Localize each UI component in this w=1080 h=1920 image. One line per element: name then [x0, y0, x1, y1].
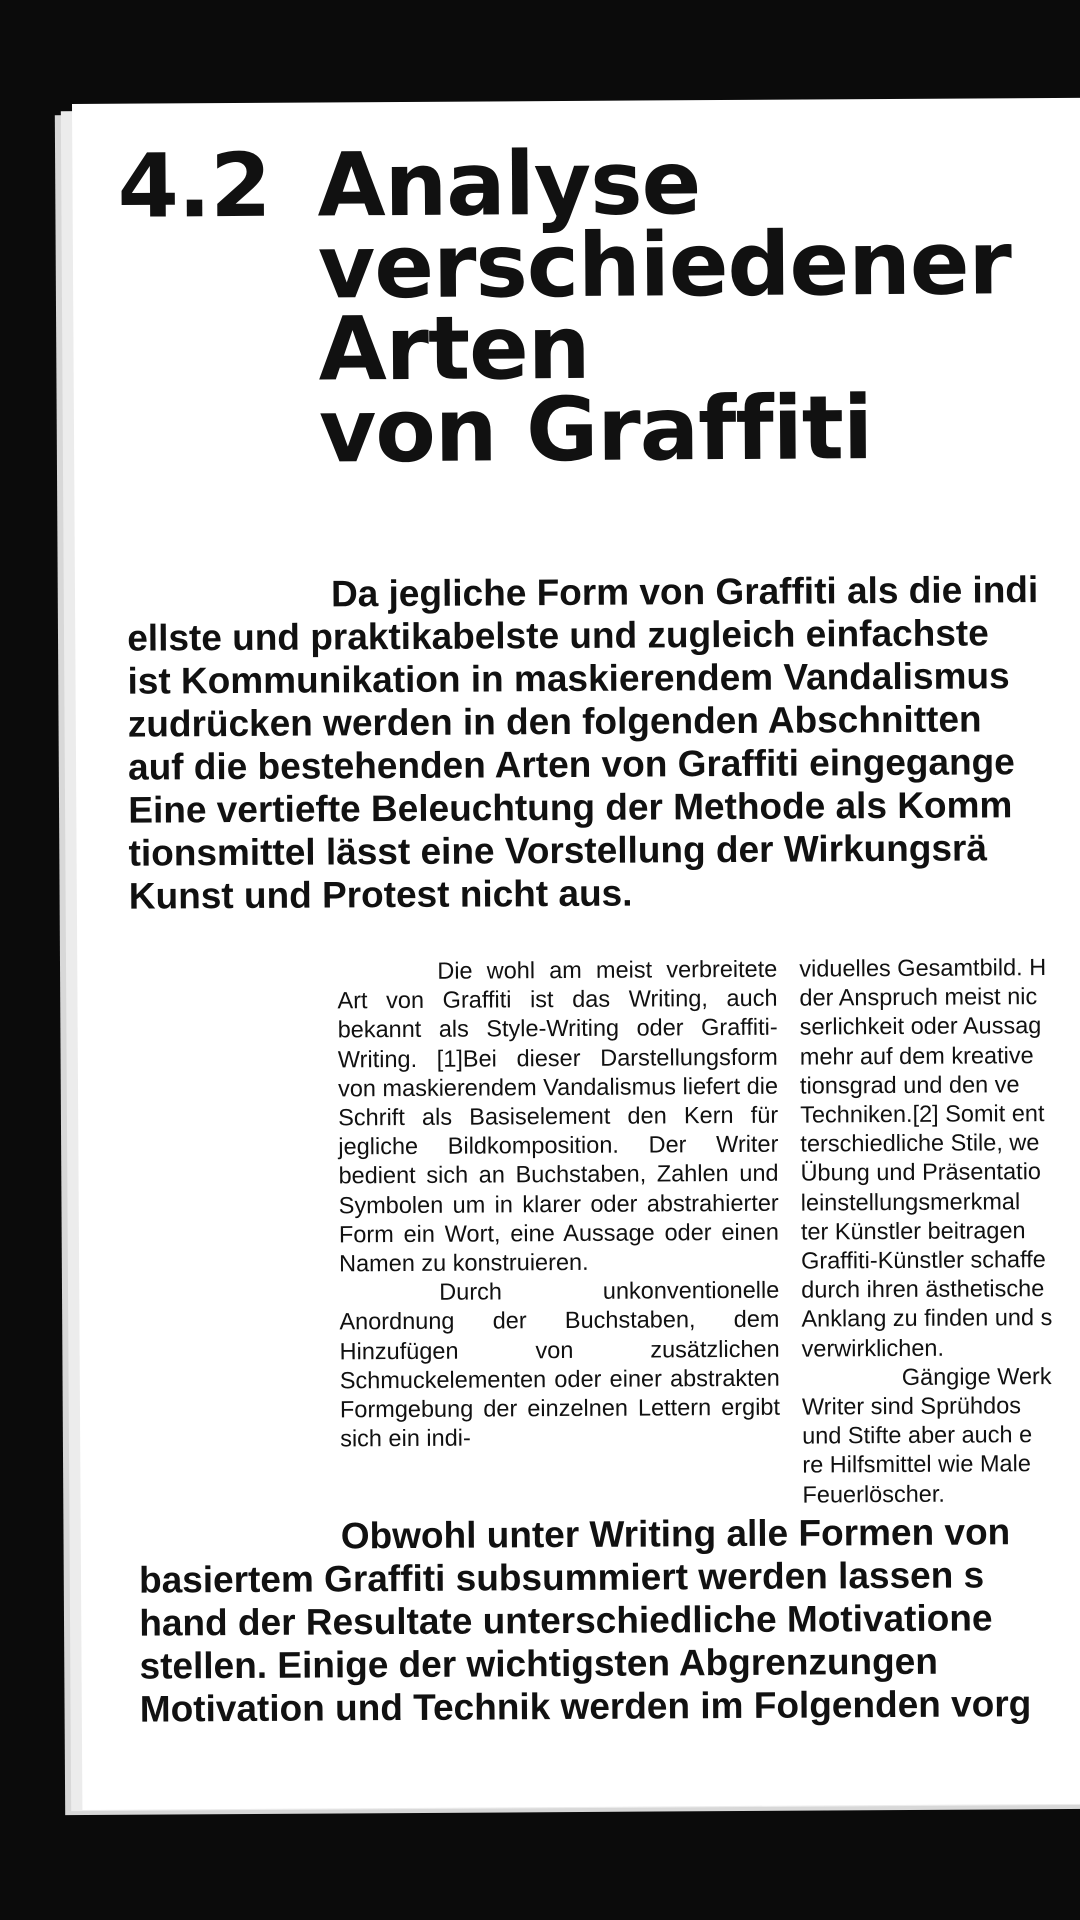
- outro-line: hand der Resultate unterschiedliche Motivatione: [139, 1597, 993, 1644]
- intro-line: ellste und praktikabelste und zugleich einfachste: [127, 612, 989, 659]
- document-page: [72, 98, 1080, 1810]
- column-line: viduelles Gesamtbild. H: [799, 954, 1047, 982]
- intro-line: Kunst und Protest nicht aus.: [128, 872, 633, 917]
- column-line: Techniken.[2] Somit ent: [800, 1100, 1045, 1128]
- column-line: und Stifte aber auch e: [802, 1421, 1033, 1449]
- section-title-line: von Graffiti: [318, 376, 873, 483]
- section-title-line: verschiedener: [317, 211, 1012, 319]
- column-line: terschiedliche Stile, we: [800, 1129, 1040, 1157]
- body-column-left: [337, 955, 780, 1454]
- column-line: tionsgrad und den ve: [799, 1071, 1020, 1099]
- column-line: Anklang zu finden und s: [801, 1304, 1053, 1333]
- intro-paragraph: [127, 568, 1080, 918]
- intro-line: ist Kommunikation in maskierendem Vandalismus: [127, 655, 1010, 702]
- column-line: Übung und Präsentatio: [800, 1158, 1042, 1186]
- column-line: Gängige Werk: [901, 1362, 1052, 1390]
- section-title-line: Analyse: [317, 131, 701, 237]
- column-line: serlichkeit oder Aussag: [799, 1012, 1042, 1040]
- body-column-right: [799, 952, 1080, 1510]
- outro-line: Obwohl unter Writing alle Formen von: [340, 1511, 1011, 1557]
- column-line: Feuerlöscher.: [802, 1480, 945, 1508]
- column-line: mehr auf dem kreative: [799, 1041, 1034, 1070]
- column-line: verwirklichen.: [801, 1334, 945, 1362]
- intro-line: zudrücken werden in den folgenden Abschnitten: [127, 698, 982, 745]
- body-paragraph: Durch unkonventionelle Anordnung der Buchstaben, dem Hinzufügen von zusätzlichen Schmuckelementen oder einer abstrakten Formgebung der einzelnen Lettern ergibt sich ein indi-: [339, 1276, 781, 1452]
- intro-line: Da jegliche Form von Graffiti als die indi: [330, 569, 1039, 615]
- intro-line: Eine vertiefte Beleuchtung der Methode als Komm: [128, 784, 1013, 831]
- column-line: durch ihren ästhetische: [801, 1275, 1045, 1303]
- column-line: Graffiti-Künstler schaffe: [800, 1246, 1046, 1274]
- outro-line: basiertem Graffiti subsummiert werden lassen s: [138, 1554, 985, 1601]
- intro-line: auf die bestehenden Arten von Graffiti eingegange: [127, 741, 1015, 788]
- column-line: leinstellungsmerkmal: [800, 1187, 1021, 1216]
- section-title: [317, 131, 1012, 483]
- column-line: re Hilfsmittel wie Male: [802, 1450, 1031, 1479]
- body-paragraph: Die wohl am meist verbreitete Art von Graffiti ist das Writing, auch bekannt als Style-Writing oder Graffiti-Writing. [1]Bei dieser Darstellungsform von maskierendem Vandalismus liefert die Schrift als Basiselement den Kern für jegliche Bildkomposition. Der Writer bedient sich an Buchstaben, Zahlen und Symbolen um in klarer oder abstrahierter Form ein Wort, eine Aussage oder einen Namen zu konstruieren.: [337, 955, 779, 1277]
- column-line: der Anspruch meist nic: [799, 983, 1038, 1011]
- column-line: ter Künstler beitragen: [800, 1217, 1026, 1245]
- column-line: Writer sind Sprühdos: [801, 1392, 1022, 1420]
- outro-line: stellen. Einige der wichtigsten Abgrenzungen: [139, 1640, 938, 1687]
- section-title-line: Arten: [318, 295, 590, 401]
- outro-paragraph: [139, 1510, 1080, 1731]
- intro-line: tionsmittel lässt eine Vorstellung der Wirkungsrä: [128, 827, 988, 874]
- section-number: 4.2: [117, 133, 271, 238]
- outro-line: Motivation und Technik werden im Folgenden vorg: [139, 1683, 1032, 1730]
